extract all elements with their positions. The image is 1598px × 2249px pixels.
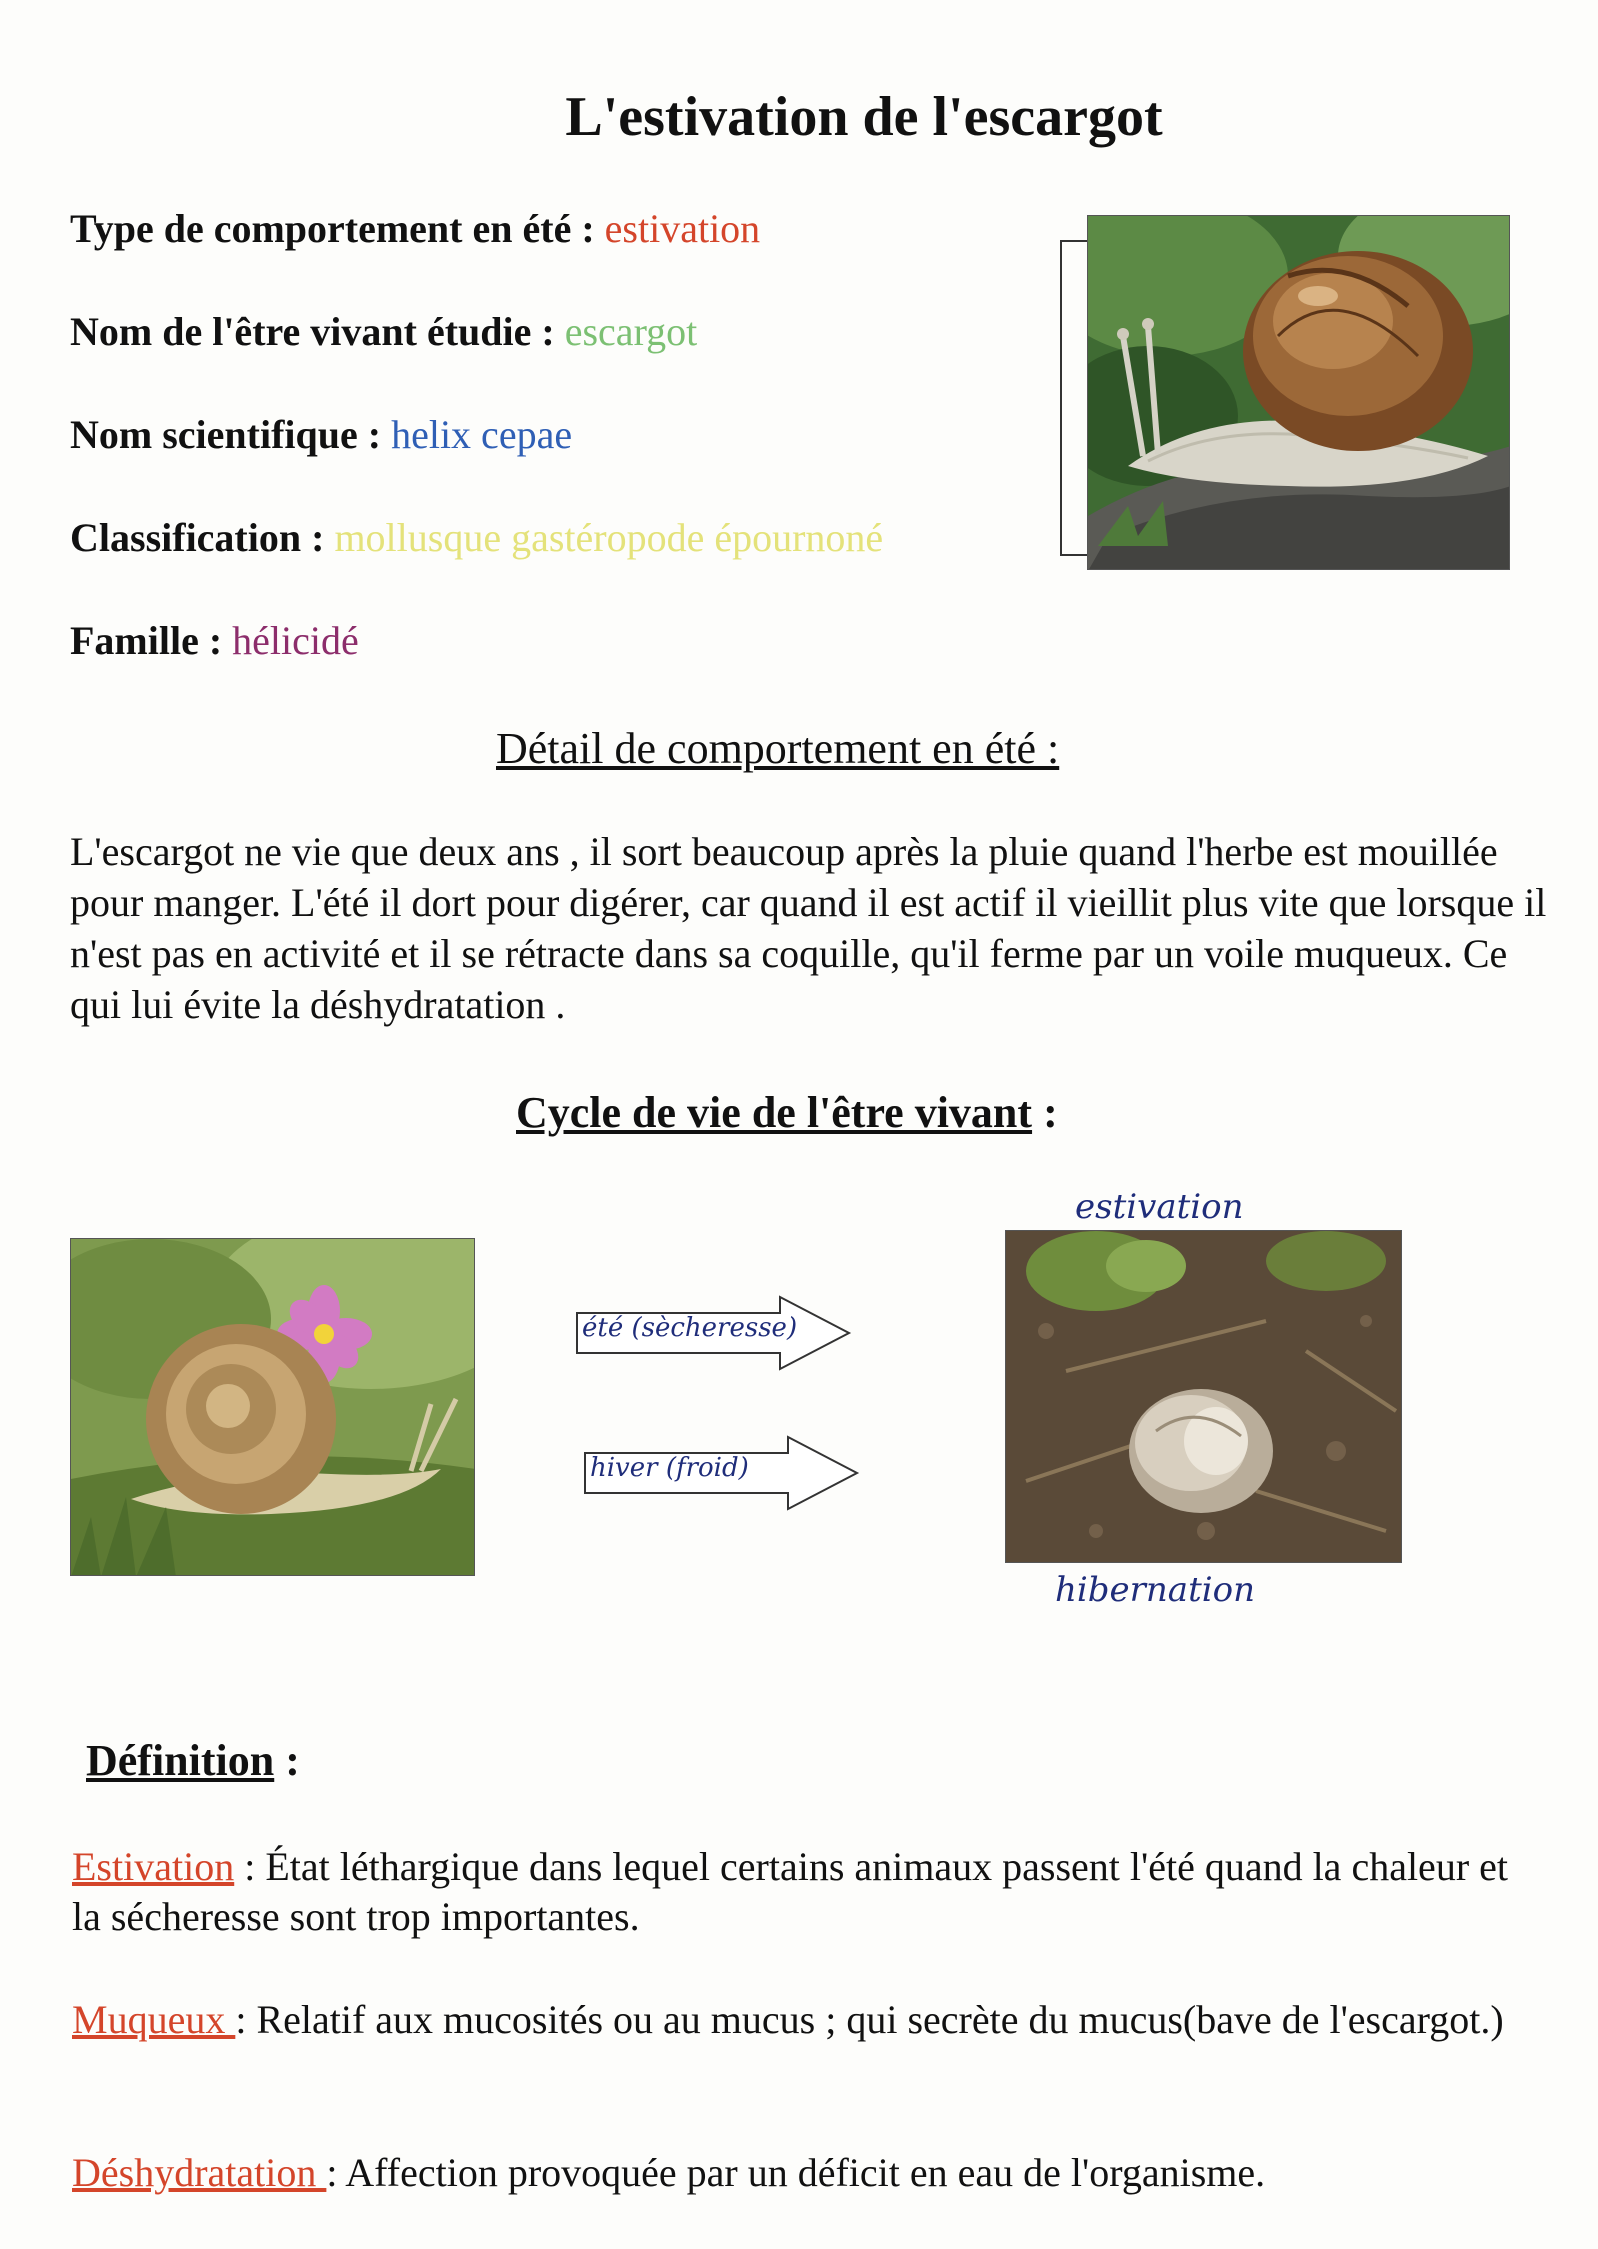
field-label: Nom de l'être vivant étudie : [70,309,555,354]
snail-on-rock-illustration [1088,216,1510,570]
definition-term: Estivation [72,1844,235,1889]
field-value: hélicidé [232,618,359,663]
field-value: estivation [604,206,761,251]
definition-sep: : [234,1844,266,1889]
snail-photo-active [70,1238,475,1576]
field-label: Famille : [70,618,223,663]
cycle-heading-text: Cycle de vie de l'être vivant [516,1088,1033,1137]
label-hibernation: hibernation [1055,1570,1255,1610]
field-value: mollusque gastéropode épournoné [334,515,884,560]
snail-photo-dormant [1005,1230,1402,1563]
definition-text: Affection provoquée par un déficit en eau de l'organisme. [345,2150,1266,2195]
snail-on-soil-illustration [1006,1231,1402,1563]
definition-estivation [72,1842,1542,1942]
definition-deshydratation [72,2148,1542,2198]
field-label: Classification : [70,515,325,560]
field-label: Type de comportement en été : [70,206,595,251]
cycle-heading [516,1087,1058,1138]
cycle-heading-suffix: : [1032,1088,1058,1137]
field-behavior-type [70,205,760,252]
definition-sep: : [326,2150,346,2195]
definition-heading [86,1735,300,1786]
field-label: Nom scientifique : [70,412,382,457]
arrow-summer-label: été (sècheresse) [582,1313,798,1343]
snail-with-flower-illustration [71,1239,475,1576]
definition-muqueux [72,1995,1542,2045]
arrow-winter-label: hiver (froid) [590,1453,749,1483]
detail-paragraph: L'escargot ne vie que deux ans , il sort beaucoup après la pluie quand l'herbe est mouillée pour manger. L'été il dort pour digérer, car quand il est actif il vieillit plus vite que lorsque il n'est pas en activité et il se rétracte dans sa coquille, qu'il ferme par un voile muqueux. Ce qui lui évite la déshydratation . [70,829,1547,1027]
field-value: escargot [564,309,698,354]
definition-sep: : [235,1997,257,2042]
snail-photo-top [1087,215,1510,570]
field-species-name [70,308,697,355]
field-classification [70,514,883,561]
definition-heading-text: Définition [86,1736,275,1785]
definition-term: Muqueux [72,1997,236,2042]
photo-bracket [1060,240,1088,556]
definition-term: Déshydratation [72,2150,327,2195]
page-title: L'estivation de l'escargot [565,86,1163,148]
definition-heading-suffix: : [274,1736,300,1785]
detail-heading: Détail de comportement en été : [496,724,1060,773]
field-family [70,617,359,664]
definition-text: État léthargique dans lequel certains animaux passent l'été quand la chaleur et la sécheresse sont trop importantes. [72,1844,1508,1939]
definition-text: Relatif aux mucosités ou au mucus ; qui secrète du mucus(bave de l'escargot.) [256,1997,1504,2042]
field-scientific-name [70,411,572,458]
field-value: helix cepae [391,412,573,457]
label-estivation: estivation [1075,1187,1244,1227]
